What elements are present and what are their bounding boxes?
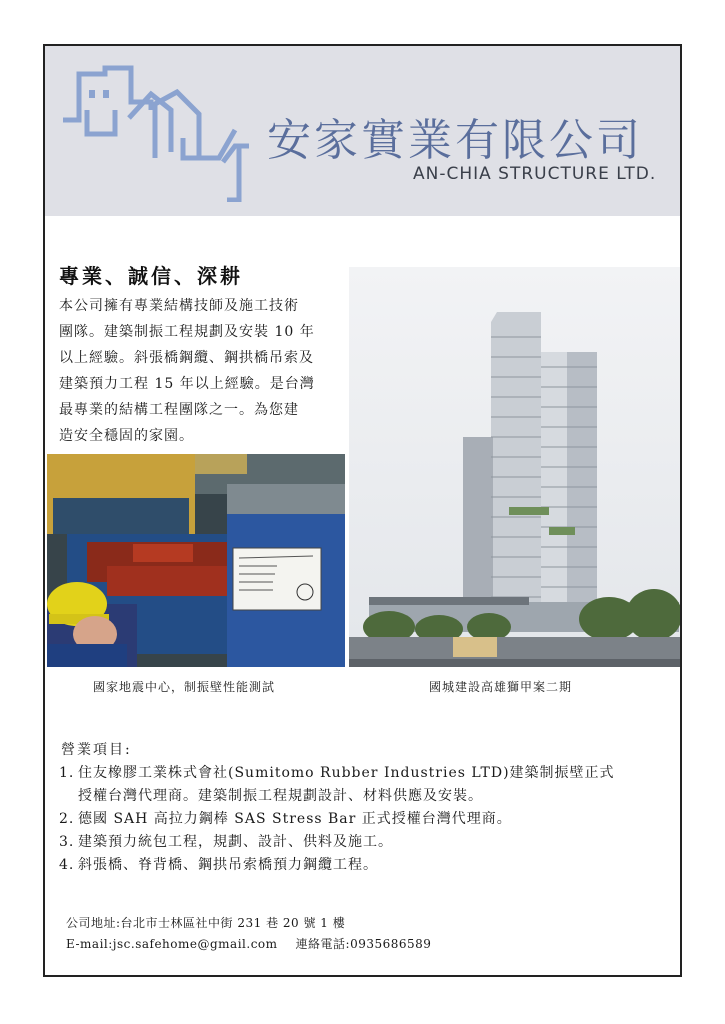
list-item (59, 831, 674, 854)
header-band (45, 46, 680, 216)
list-item (59, 854, 674, 877)
list-item-text: 德國 SAH 高拉力鋼棒 SAS Stress Bar 正式授權台灣代理商。 (78, 811, 512, 827)
intro-line: 造安全穩固的家園。 (59, 428, 194, 444)
list-item-number: 4. (59, 857, 75, 873)
company-name-en: AN-CHIA STRUCTURE LTD. (413, 164, 657, 184)
photo-caption-left: 國家地震中心，制振壁性能測試 (93, 680, 276, 694)
company-name-zh: 安家實業有限公司 (267, 115, 643, 166)
intro-line: 最專業的結構工程團隊之一。為您建 (59, 402, 299, 418)
phone-text: 連絡電話:0935686589 (295, 937, 432, 951)
intro-line: 以上經驗。斜張橋鋼纜、鋼拱橋吊索及 (59, 350, 314, 366)
list-item-text: 斜張橋、脊背橋、鋼拱吊索橋預力鋼纜工程。 (78, 857, 378, 873)
intro-line: 團隊。建築制振工程規劃及安裝 10 年 (59, 324, 315, 340)
lab-test-photo (47, 454, 345, 667)
list-item-text: 建築預力統包工程，規劃、設計、供料及施工。 (78, 834, 393, 850)
intro-paragraph (59, 293, 344, 449)
email-text: E-mail:jsc.safehome@gmail.com (66, 937, 278, 951)
list-item (59, 808, 674, 831)
intro-line: 建築預力工程 15 年以上經驗。是台灣 (59, 376, 315, 392)
photo-caption-right: 國城建設高雄獅甲案二期 (429, 680, 573, 694)
headline: 專業、誠信、深耕 (59, 264, 243, 288)
list-item-number: 2. (59, 811, 75, 827)
company-address: 公司地址:台北市士林區社中街 231 巷 20 號 1 樓 (66, 916, 346, 930)
building-rendering-photo (349, 267, 680, 667)
list-item-text: 住友橡膠工業株式會社(Sumitomo Rubber Industries LTD)建築制振壁正式 (78, 765, 615, 781)
list-item-text: 授權台灣代理商。建築制振工程規劃設計、材料供應及安裝。 (78, 788, 483, 804)
list-item-number: 1. (59, 765, 75, 781)
contact-row (66, 935, 431, 952)
intro-line: 本公司擁有專業結構技師及施工技術 (59, 298, 299, 314)
business-items-list (59, 762, 674, 877)
list-item-number: 3. (59, 834, 75, 850)
flyer-frame (43, 44, 682, 977)
list-item (59, 762, 674, 808)
business-items-title: 營業項目: (61, 742, 132, 758)
building-skyline-logo-icon (59, 62, 259, 202)
